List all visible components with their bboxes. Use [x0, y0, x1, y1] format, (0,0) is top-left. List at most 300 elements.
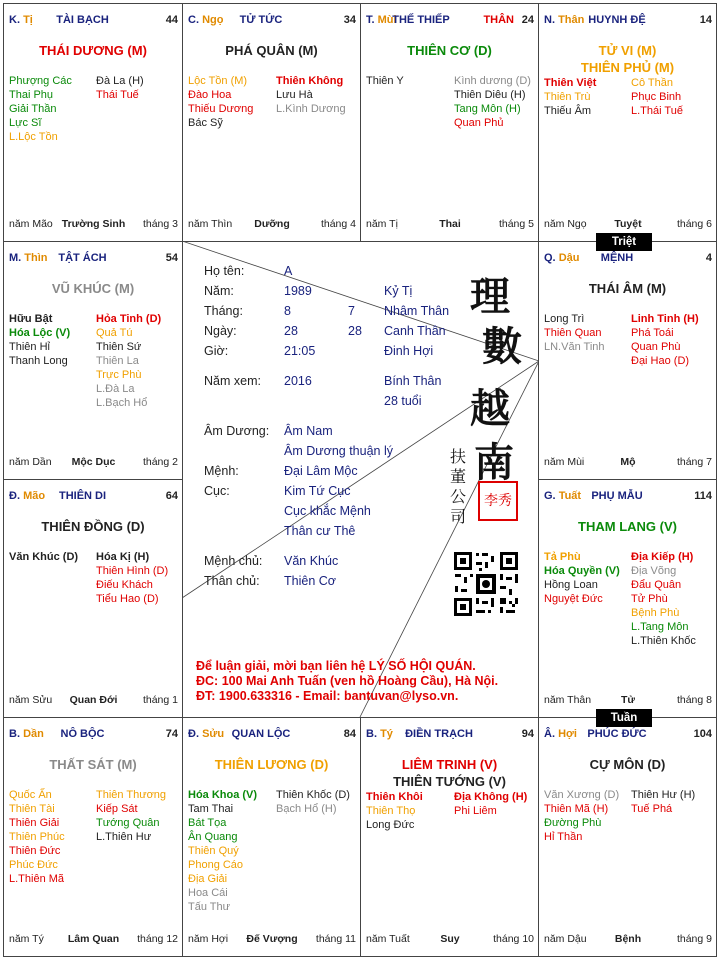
palace-header — [366, 728, 534, 744]
star-item: Tả Phù — [544, 551, 581, 563]
life-stage: Trường Sinh — [61, 218, 126, 230]
branch-prefix: B. — [9, 728, 20, 740]
star-item: Bệnh Phù — [631, 607, 680, 619]
branch-name: Mùi — [377, 14, 397, 26]
star-item: L.Tang Môn — [631, 621, 689, 633]
palace-number: 84 — [343, 728, 356, 740]
palace-name: HUYNH ĐỆ — [588, 14, 646, 26]
palace-name: TỬ TỨC — [239, 14, 283, 26]
palace-thin — [3, 241, 183, 480]
left-star-column — [188, 74, 253, 130]
palace-footer — [544, 456, 712, 470]
palace-ti — [3, 3, 183, 242]
star-item: Thiên Khốc (D) — [276, 789, 350, 801]
palace-footer — [188, 218, 356, 232]
major-star: THIÊN ĐỒNG (D) — [41, 519, 145, 534]
star-item: Địa Không (H) — [454, 791, 528, 803]
palace-footer — [9, 456, 178, 470]
life-stage: Lâm Quan — [67, 933, 120, 945]
branch-prefix: T. — [366, 14, 375, 26]
star-item: L.Kình Dương — [276, 103, 346, 115]
major-star: PHÁ QUÂN (M) — [225, 43, 318, 58]
palace-name: PHỤ MẪU — [591, 490, 643, 502]
star-item: Thái Tuế — [96, 89, 139, 101]
month-label: tháng 7 — [676, 456, 712, 468]
palace-number: 44 — [165, 14, 178, 26]
branch-prefix: M. — [9, 252, 22, 264]
view-year-can-chi: Bính Thân — [384, 374, 442, 388]
month-label: tháng 8 — [676, 694, 712, 706]
major-star: TỬ VI (M) — [598, 43, 657, 58]
star-item: Tấu Thư — [188, 901, 231, 913]
calligraphy-small-4: 司 — [450, 507, 467, 526]
palace-number: 104 — [693, 728, 712, 740]
right-star-column — [276, 74, 346, 116]
major-star: THIÊN PHỦ (M) — [580, 60, 675, 75]
star-item: Hỉ Thần — [544, 831, 583, 843]
major-stars — [361, 756, 538, 790]
left-star-column — [366, 790, 423, 832]
right-star-column — [631, 788, 695, 816]
year-label: năm Thìn — [188, 218, 233, 230]
life-stage: Mộc Dục — [71, 456, 116, 468]
branch-prefix: C. — [188, 14, 199, 26]
branch-prefix: Q. — [544, 252, 556, 264]
palace-header — [188, 14, 356, 30]
branch-prefix: Đ. — [9, 490, 20, 502]
major-star: THÁI DƯƠNG (M) — [39, 43, 147, 58]
palace-header — [9, 14, 178, 30]
star-item: Quốc Ấn — [9, 789, 52, 801]
star-item: Long Đức — [366, 819, 415, 831]
star-item: Thanh Long — [9, 355, 68, 367]
star-item: Địa Võng — [631, 565, 677, 577]
palace-footer — [366, 218, 534, 232]
star-item: Thiên Mã (H) — [544, 803, 609, 815]
star-item: Lực Sĩ — [9, 117, 42, 129]
name-value: A — [284, 264, 293, 278]
star-item: Tử Phù — [631, 593, 668, 605]
branch-name: Hợi — [558, 728, 577, 740]
palace-number: 54 — [165, 252, 178, 264]
major-stars — [4, 756, 182, 773]
star-item: Thai Phụ — [9, 89, 54, 101]
star-item: Phục Binh — [631, 91, 682, 103]
star-item: LN.Văn Tinh — [544, 341, 605, 353]
branch-name: Tý — [380, 728, 393, 740]
palace-name: NÔ BỘC — [60, 728, 105, 740]
palace-name: TÀI BẠCH — [56, 14, 109, 26]
menh-chu-label: Mệnh chủ: — [204, 554, 263, 568]
star-item: Thiên La — [96, 355, 139, 367]
star-item: Thiên Trù — [544, 91, 591, 103]
palace-than — [538, 3, 717, 242]
center-info-panel — [182, 241, 539, 717]
right-star-column — [631, 76, 683, 118]
than-chu-label: Thân chủ: — [204, 574, 260, 588]
palace-mui — [360, 3, 539, 242]
life-stage: Dưỡng — [254, 218, 290, 230]
year-label: năm Tuất — [366, 933, 410, 945]
star-item: Quả Tú — [96, 327, 133, 339]
cuc-label: Cục: — [204, 484, 230, 498]
cuc-note-2: Thân cư Thê — [284, 524, 356, 538]
palace-header — [544, 728, 712, 744]
star-item: Trực Phù — [96, 369, 142, 381]
left-star-column — [544, 312, 605, 354]
day-lunar: 28 — [348, 324, 362, 338]
star-item: Hóa Quyền (V) — [544, 565, 620, 577]
star-item: Địa Kiếp (H) — [631, 551, 694, 563]
age: 28 tuổi — [384, 394, 422, 408]
star-item: Thiên Giải — [9, 817, 60, 829]
star-item: Bác Sỹ — [188, 117, 223, 129]
star-item: Giải Thần — [9, 103, 57, 115]
branch-name: Tuất — [558, 490, 582, 502]
contact-line-2: ĐC: 100 Mai Anh Tuấn (ven hồ Hoàng Cầu), Hà Nội. — [196, 674, 499, 688]
star-item: Đại Hao (D) — [631, 355, 690, 367]
branch-prefix: K. — [9, 14, 20, 26]
hour-value: 21:05 — [284, 344, 316, 358]
star-item: Long Trì — [544, 313, 585, 325]
year-label: năm Mùi — [544, 456, 585, 468]
day-can-chi: Canh Thân — [384, 324, 446, 338]
palace-header — [366, 14, 534, 30]
major-stars — [539, 42, 716, 76]
palace-footer — [9, 218, 178, 232]
right-star-column — [96, 312, 161, 410]
life-stage: Quan Đới — [69, 694, 118, 706]
star-item: Phá Toái — [631, 327, 674, 339]
calligraphy-char-1: 理 — [470, 273, 510, 320]
star-item: Thiên Y — [366, 75, 404, 87]
cuc-note-1: Cục khắc Mệnh — [284, 504, 371, 518]
life-stage: Tử — [620, 694, 636, 706]
star-item: Thiên Thọ — [366, 805, 416, 817]
palace-header — [9, 252, 178, 268]
month-label: tháng 6 — [676, 218, 712, 230]
menh-value: Đại Lâm Mộc — [284, 464, 358, 478]
major-star: THAM LANG (V) — [578, 519, 677, 534]
palace-name: TẬT ÁCH — [58, 252, 107, 264]
palace-mao — [3, 479, 183, 718]
palace-footer — [544, 933, 712, 947]
month-label: tháng 9 — [676, 933, 712, 945]
year-can-chi: Kỷ Tị — [384, 284, 413, 298]
branch-prefix: B. — [366, 728, 377, 740]
star-item: Hữu Bật — [9, 313, 53, 325]
calligraphy-char-3: 越 — [470, 385, 510, 432]
month-label: tháng 12 — [137, 933, 178, 945]
major-stars — [539, 518, 716, 535]
contact-line-3: ĐT: 1900.633316 - Email: bantuvan@lyso.vn. — [196, 689, 459, 703]
palace-header — [9, 490, 178, 506]
star-item: Điếu Khách — [96, 579, 153, 591]
star-item: L.Thái Tuế — [631, 105, 683, 117]
star-item: Đào Hoa — [188, 89, 232, 101]
right-star-column — [454, 790, 527, 818]
star-item: Hồng Loan — [544, 579, 598, 591]
major-stars — [539, 280, 716, 297]
left-star-column — [544, 788, 619, 844]
month-label: tháng 4 — [320, 218, 356, 230]
palace-header — [544, 490, 712, 506]
month-label: tháng 2 — [142, 456, 178, 468]
star-item: L.Lộc Tồn — [9, 131, 58, 143]
red-seal-stamp: 李秀 — [478, 481, 518, 521]
life-stage: Tuyệt — [614, 218, 642, 230]
year-label: năm Tị — [366, 218, 398, 230]
tuan-tag: Tuần — [596, 709, 652, 727]
star-item: Thiên Sứ — [96, 341, 142, 353]
left-star-column — [366, 74, 404, 88]
star-item: Phong Cáo — [188, 859, 244, 871]
star-item: Hóa Lộc (V) — [9, 327, 71, 339]
right-star-column — [96, 550, 168, 606]
am-duong-label: Âm Dương: — [204, 424, 270, 438]
month-lunar: 7 — [348, 304, 355, 318]
major-stars — [183, 756, 360, 773]
day-solar: 28 — [284, 324, 298, 338]
triet-tag: Triệt — [596, 233, 652, 251]
life-stage: Thai — [439, 218, 461, 230]
star-item: Đẩu Quân — [631, 579, 682, 591]
left-star-column — [188, 788, 257, 914]
contact-line-1: Để luận giải, mời bạn liên hệ LÝ SỐ HỘI QUÁN. — [196, 659, 476, 673]
palace-name: MỆNH — [600, 252, 634, 264]
year-label: năm Ngọ — [544, 218, 587, 230]
menh-label: Mệnh: — [204, 464, 239, 478]
life-stage: Suy — [440, 933, 460, 945]
month-solar: 8 — [284, 304, 291, 318]
star-item: Đường Phù — [544, 817, 602, 829]
palace-number: 24 — [521, 14, 534, 26]
palace-dan — [3, 717, 183, 957]
month-label: tháng 1 — [142, 694, 178, 706]
calligraphy-char-4: 南 — [474, 439, 514, 486]
star-item: Hỏa Tinh (D) — [96, 313, 162, 325]
star-item: Tang Môn (H) — [454, 103, 521, 115]
star-item: Đà La (H) — [96, 75, 144, 87]
star-item: Bạch Hổ (H) — [276, 803, 337, 815]
calligraphy-small-2: 董 — [450, 467, 467, 486]
palace-number: 64 — [165, 490, 178, 502]
month-label: tháng 11 — [315, 933, 356, 945]
major-star: THIÊN TƯỚNG (V) — [393, 774, 506, 789]
star-item: Thiên Quý — [188, 845, 239, 857]
star-item: Cô Thần — [631, 77, 673, 89]
year-label: năm Mão — [9, 218, 53, 230]
palace-footer — [544, 218, 712, 232]
branch-prefix: G. — [544, 490, 556, 502]
life-stage: Đế Vượng — [246, 933, 298, 945]
star-item: Phi Liêm — [454, 805, 497, 817]
calligraphy-small-1: 扶 — [450, 447, 467, 466]
right-star-column — [96, 788, 166, 844]
branch-name: Ngọ — [202, 14, 224, 26]
palace-ty — [360, 717, 539, 957]
menh-chu-value: Văn Khúc — [284, 554, 339, 568]
year-label: Năm: — [204, 284, 234, 298]
star-item: Kiếp Sát — [96, 803, 138, 815]
star-item: L.Thiên Khốc — [631, 635, 696, 647]
palace-number: 14 — [699, 14, 712, 26]
major-star: THÁI ÂM (M) — [588, 281, 667, 296]
major-stars — [4, 42, 182, 59]
branch-prefix: Đ. — [188, 728, 199, 740]
palace-number: 114 — [694, 490, 712, 502]
month-label: tháng 3 — [142, 218, 178, 230]
palace-name: PHÚC ĐỨC — [587, 728, 647, 740]
star-item: Tiểu Hao (D) — [96, 593, 159, 605]
view-year-value: 2016 — [284, 374, 312, 388]
left-star-column — [9, 550, 78, 564]
star-item: Thiên Quan — [544, 327, 602, 339]
star-item: L.Thiên Mã — [9, 873, 65, 885]
palace-name: THẾ THIẾP — [392, 14, 450, 26]
right-star-column — [631, 312, 699, 368]
palace-header — [544, 252, 712, 268]
major-stars — [183, 42, 360, 59]
hour-label: Giờ: — [204, 344, 229, 358]
palace-footer — [544, 694, 712, 708]
palace-suffix: THÂN — [483, 14, 514, 26]
star-item: Hóa Khoa (V) — [188, 789, 258, 801]
day-label: Ngày: — [204, 324, 237, 338]
month-can-chi: Nhâm Thân — [384, 304, 450, 318]
major-stars — [539, 756, 716, 773]
star-item: Văn Xương (D) — [544, 789, 620, 801]
year-label: năm Thân — [544, 694, 592, 706]
star-item: Thiên Khôi — [366, 791, 423, 803]
major-stars — [4, 280, 182, 297]
major-star: THẤT SÁT (M) — [49, 757, 137, 772]
palace-suu — [182, 717, 361, 957]
palace-footer — [9, 694, 178, 708]
right-star-column — [631, 550, 696, 648]
major-stars — [361, 42, 538, 59]
palace-number: 4 — [705, 252, 712, 264]
branch-name: Thân — [558, 14, 585, 26]
star-item: Thiên Không — [276, 75, 344, 87]
palace-header — [544, 14, 712, 30]
star-item: Lộc Tồn (M) — [188, 75, 248, 87]
palace-tuat — [538, 479, 717, 718]
star-item: Thiên Hư (H) — [631, 789, 696, 801]
star-item: Thiên Việt — [544, 77, 597, 89]
life-stage: Mộ — [620, 456, 636, 468]
calligraphy-char-2: 數 — [482, 323, 522, 370]
star-item: Kình dương (D) — [454, 75, 531, 87]
palace-footer — [366, 933, 534, 947]
branch-name: Dậu — [558, 252, 580, 264]
branch-prefix: N. — [544, 14, 555, 26]
star-item: Thiếu Âm — [544, 105, 592, 117]
year-value: 1989 — [284, 284, 312, 298]
year-label: năm Tý — [9, 933, 44, 945]
palace-name: THIÊN DI — [58, 490, 107, 502]
year-label: năm Sửu — [9, 694, 53, 706]
left-star-column — [9, 74, 72, 144]
branch-prefix: Â. — [544, 728, 555, 740]
star-item: Thiên Tài — [9, 803, 55, 815]
star-item: Thiên Phúc — [9, 831, 65, 843]
branch-name: Thìn — [24, 252, 48, 264]
star-item: Thiên Đức — [9, 845, 61, 857]
star-item: Linh Tinh (H) — [631, 313, 699, 325]
branch-name: Tị — [23, 14, 33, 26]
year-label: năm Hợi — [188, 933, 229, 945]
qr-code — [452, 550, 520, 618]
than-chu-value: Thiên Cơ — [284, 574, 336, 588]
branch-name: Dần — [23, 728, 44, 740]
star-item: Quan Phủ — [454, 117, 504, 129]
star-item: Tướng Quân — [96, 817, 160, 829]
star-item: Lưu Hà — [276, 89, 313, 101]
star-item: Thiên Thương — [96, 789, 167, 801]
star-item: Văn Khúc (D) — [9, 551, 79, 563]
right-star-column — [454, 74, 531, 130]
star-item: Hóa Kị (H) — [96, 551, 150, 563]
hour-can-chi: Đinh Hợi — [384, 344, 434, 358]
star-item: Ân Quang — [188, 831, 238, 843]
palace-name: QUAN LỘC — [231, 728, 291, 740]
star-item: Hoa Cái — [188, 887, 228, 899]
am-duong-note: Âm Dương thuận lý — [284, 444, 393, 458]
major-star: VŨ KHÚC (M) — [51, 281, 135, 296]
am-duong-value: Âm Nam — [284, 424, 333, 438]
major-star: THIÊN CƠ (D) — [407, 43, 492, 58]
right-star-column — [96, 74, 144, 102]
palace-number: 34 — [343, 14, 356, 26]
branch-name: Mão — [23, 490, 46, 502]
star-item: Tam Thai — [188, 803, 234, 815]
star-item: Bát Tọa — [188, 817, 227, 829]
month-label: tháng 10 — [493, 933, 534, 945]
star-item: Địa Giải — [188, 873, 228, 885]
major-star: LIÊM TRINH (V) — [401, 757, 498, 772]
star-item: Thiếu Dương — [188, 103, 254, 115]
palace-header — [188, 728, 356, 744]
star-item: Thiên Hình (D) — [96, 565, 169, 577]
star-item: Phượng Các — [9, 75, 72, 87]
palace-ngo — [182, 3, 361, 242]
palace-number: 74 — [165, 728, 178, 740]
life-stage: Bệnh — [614, 933, 642, 945]
left-star-column — [544, 550, 620, 606]
name-label: Họ tên: — [204, 264, 245, 278]
palace-footer — [9, 933, 178, 947]
year-label: năm Dần — [9, 456, 52, 468]
star-item: L.Đà La — [96, 383, 135, 395]
palace-hoi — [538, 717, 717, 957]
star-item: Thiên Hỉ — [9, 341, 50, 353]
star-item: Tuế Phá — [631, 803, 673, 815]
left-star-column — [9, 788, 65, 886]
month-label: tháng 5 — [498, 218, 534, 230]
palace-footer — [188, 933, 356, 947]
palace-name: ĐIỀN TRẠCH — [405, 728, 473, 740]
major-stars — [4, 518, 182, 535]
right-star-column — [276, 788, 350, 816]
major-star: THIÊN LƯƠNG (D) — [214, 757, 329, 772]
left-star-column — [544, 76, 596, 118]
star-item: L.Bạch Hổ — [96, 397, 148, 409]
month-label: Tháng: — [204, 304, 243, 318]
star-item: Quan Phù — [631, 341, 681, 353]
palace-header — [9, 728, 178, 744]
star-item: L.Thiên Hư — [96, 831, 152, 843]
